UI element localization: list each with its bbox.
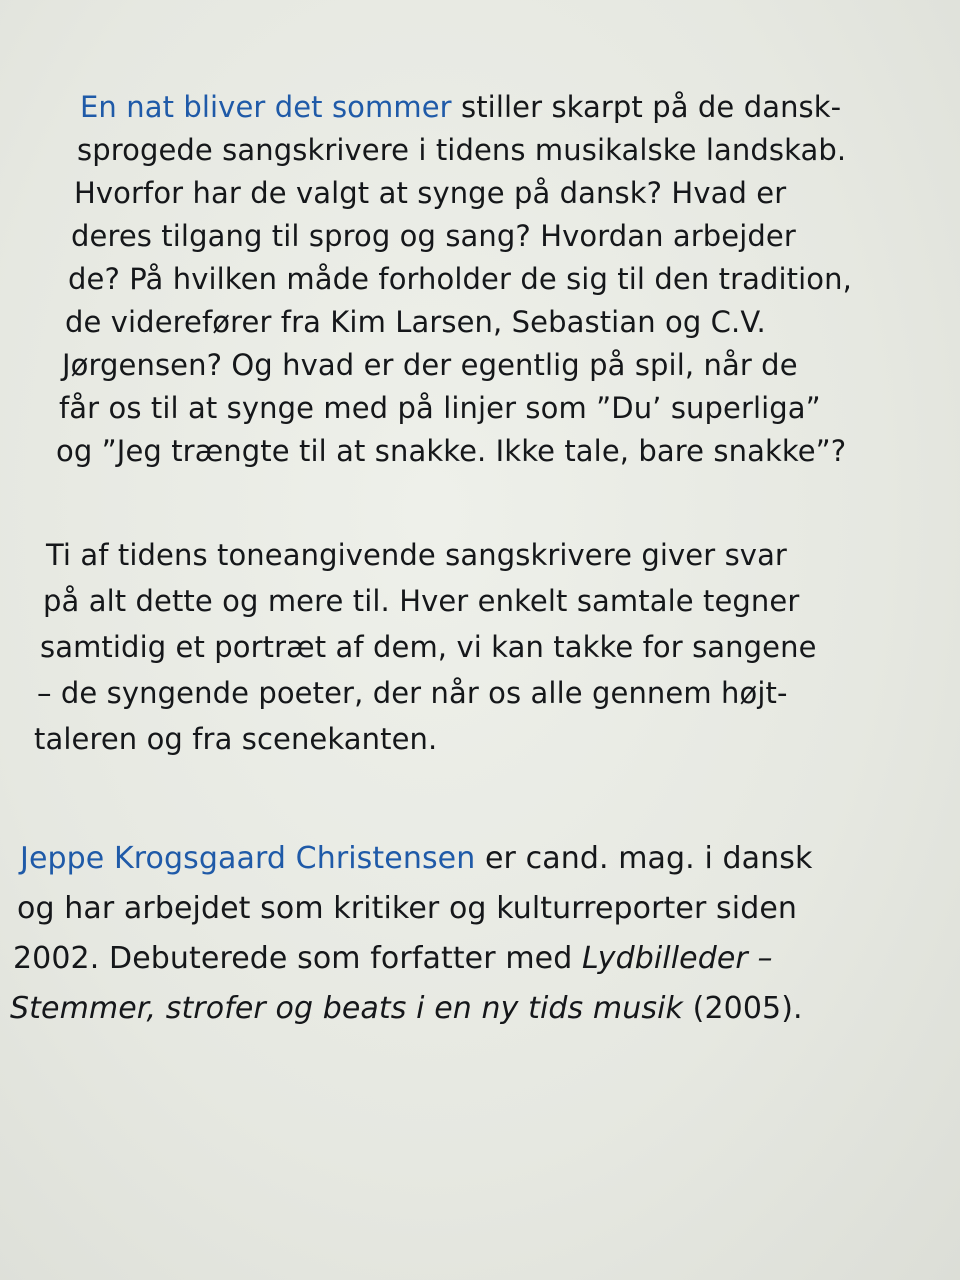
text-line: og ”Jeg trængte til at snakke. Ikke tale, bare snakke”? xyxy=(56,434,847,468)
debut-title-italic: Lydbilleder – xyxy=(581,941,773,976)
text-line: deres tilgang til sprog og sang? Hvordan arbejder xyxy=(71,219,796,253)
text-line: taleren og fra scenekanten. xyxy=(34,722,438,756)
text-fragment: (2005). xyxy=(683,991,803,1026)
text-line: Hvorfor har de valgt at synge på dansk? Hvad er xyxy=(74,176,787,210)
text-line: samtidig et portræt af dem, vi kan takke for sangene xyxy=(40,630,817,664)
text-line: de? På hvilken måde forholder de sig til den tradition, xyxy=(68,262,852,296)
text-fragment: er cand. mag. i dansk xyxy=(475,841,813,876)
text-fragment: stiller skarpt på de dansk- xyxy=(451,90,842,124)
text-line xyxy=(0,984,960,1034)
author-bio-paragraph xyxy=(0,834,960,1034)
description-paragraph xyxy=(0,86,960,473)
book-title-highlight: En nat bliver det sommer xyxy=(80,90,452,124)
text-line: de viderefører fra Kim Larsen, Sebastian og C.V. xyxy=(65,305,766,339)
text-line: og har arbejdet som kritiker og kulturreporter siden xyxy=(17,891,798,926)
summary-paragraph xyxy=(0,532,960,762)
debut-subtitle-italic: Stemmer, strofer og beats i en ny tids musik xyxy=(10,991,683,1026)
text-line xyxy=(0,934,960,984)
text-line: sprogede sangskrivere i tidens musikalske landskab. xyxy=(77,133,847,167)
text-line: får os til at synge med på linjer som ”Du’ superliga” xyxy=(59,391,821,425)
text-line: Jørgensen? Og hvad er der egentlig på spil, når de xyxy=(62,348,798,382)
text-line xyxy=(0,86,960,129)
author-name-highlight: Jeppe Krogsgaard Christensen xyxy=(20,841,476,876)
text-line: Ti af tidens toneangivende sangskrivere giver svar xyxy=(46,538,787,572)
text-line: – de syngende poeter, der når os alle gennem højt- xyxy=(37,676,788,710)
text-line: på alt dette og mere til. Hver enkelt samtale tegner xyxy=(43,584,800,618)
text-fragment: 2002. Debuterede som forfatter med xyxy=(13,941,582,976)
text-line xyxy=(0,834,960,884)
